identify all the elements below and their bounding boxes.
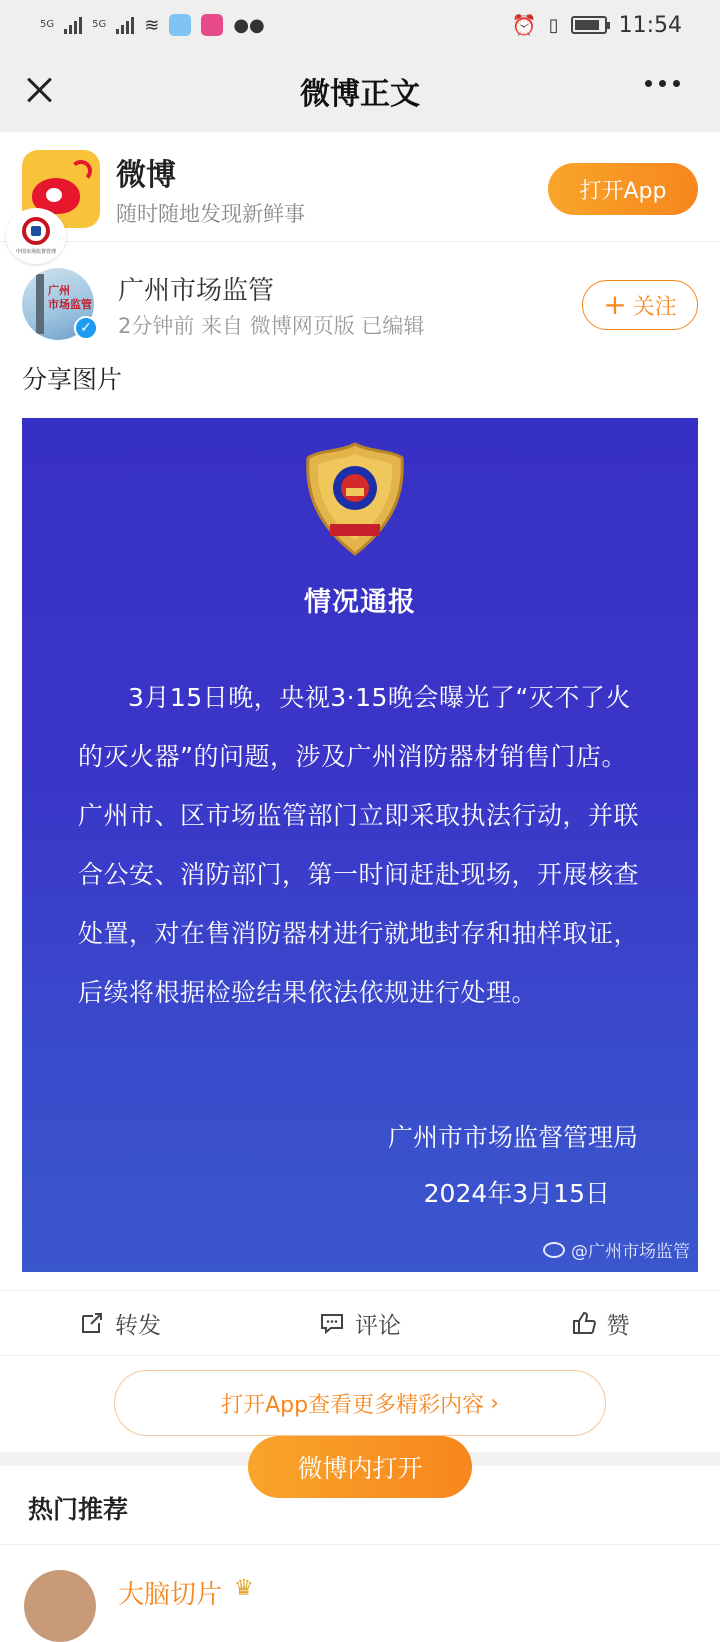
video-app-icon	[201, 14, 223, 36]
market-regulation-logo-icon	[22, 217, 50, 245]
status-left	[40, 14, 512, 36]
signal-1-icon	[64, 16, 82, 34]
network-2-label: 5G	[92, 19, 107, 30]
hot-section-title: 热门推荐	[28, 1495, 129, 1524]
notice-org: 广州市市场监督管理局	[387, 1123, 638, 1152]
avatar-tower	[36, 274, 44, 334]
close-icon[interactable]	[18, 68, 62, 112]
post-meta: 2分钟前 来自 微博网页版 已编辑	[118, 314, 425, 338]
page-title: 微博正文	[300, 77, 420, 112]
follow-button[interactable]	[582, 280, 698, 330]
notice-image[interactable]	[22, 418, 698, 1272]
banner-subtitle: 随时随地发现新鲜事	[116, 202, 305, 226]
comment-label: 评论	[355, 1312, 401, 1339]
verified-icon: ✓	[74, 316, 98, 340]
banner-title: 微博	[116, 158, 176, 193]
battery-icon	[571, 16, 607, 34]
nav-bar	[0, 50, 720, 132]
more-icon[interactable]	[645, 80, 680, 87]
repost-label: 转发	[115, 1312, 161, 1339]
hot-user-avatar[interactable]	[24, 1570, 96, 1642]
like-button[interactable]	[480, 1307, 720, 1340]
clock: 11:54	[618, 12, 682, 38]
open-in-weibo-button[interactable]: 微博内打开	[248, 1436, 472, 1498]
signal-2-icon	[116, 16, 134, 34]
plus-icon: +	[603, 288, 627, 321]
notice-date: 2024年3月15日	[423, 1179, 610, 1208]
like-icon	[571, 1310, 597, 1336]
repost-icon	[79, 1310, 105, 1336]
hot-divider	[0, 1544, 720, 1545]
follow-label: 关注	[632, 294, 677, 320]
wechat-icon: ●●	[233, 14, 265, 36]
status-right	[512, 13, 682, 38]
wifi-icon: ≋	[144, 14, 160, 36]
open-app-more-button[interactable]	[114, 1370, 606, 1436]
avatar-text: 广州 市场监管	[48, 284, 92, 311]
weibo-watermark-icon	[543, 1242, 565, 1258]
comment-button[interactable]	[240, 1307, 480, 1340]
network-1-label: 5G	[40, 19, 55, 30]
notice-title: 情况通报	[304, 587, 416, 618]
repost-button[interactable]	[0, 1307, 240, 1340]
more-button-label: 打开App查看更多精彩内容	[221, 1392, 485, 1418]
badge-text: 中国市场监督管理	[15, 249, 56, 255]
floating-badge[interactable]	[6, 208, 66, 264]
author-name[interactable]: 广州市场监管	[118, 276, 275, 306]
chevron-right-icon: ›	[490, 1390, 499, 1416]
watermark-text: @广州市场监管	[571, 1242, 690, 1262]
watermark	[543, 1237, 690, 1262]
status-bar	[0, 0, 720, 50]
browser-app-icon	[169, 14, 191, 36]
crown-icon: ♛	[234, 1576, 254, 1601]
like-label: 赞	[606, 1312, 630, 1339]
post-text: 分享图片	[22, 365, 123, 394]
police-emblem-icon	[300, 440, 410, 558]
open-app-button[interactable]: 打开App	[548, 163, 698, 215]
hot-user-name[interactable]: 大脑切片	[118, 1580, 223, 1610]
notice-body: 3月15日晚，央视3·15晚会曝光了“灭不了火的灭火器”的问题，涉及广州消防器材销售门店。广州市、区市场监管部门立即采取执法行动，并联合公安、消防部门，第一时间赶赴现场，开展核查处置，对在售消防器材进行就地封存和抽样取证，后续将根据检验结果依法依规进行处理。	[78, 683, 640, 1007]
vibrate-icon: ▯	[548, 14, 559, 36]
alarm-icon: ⏰	[511, 13, 537, 37]
comment-icon	[319, 1310, 345, 1336]
action-bar	[0, 1290, 720, 1356]
